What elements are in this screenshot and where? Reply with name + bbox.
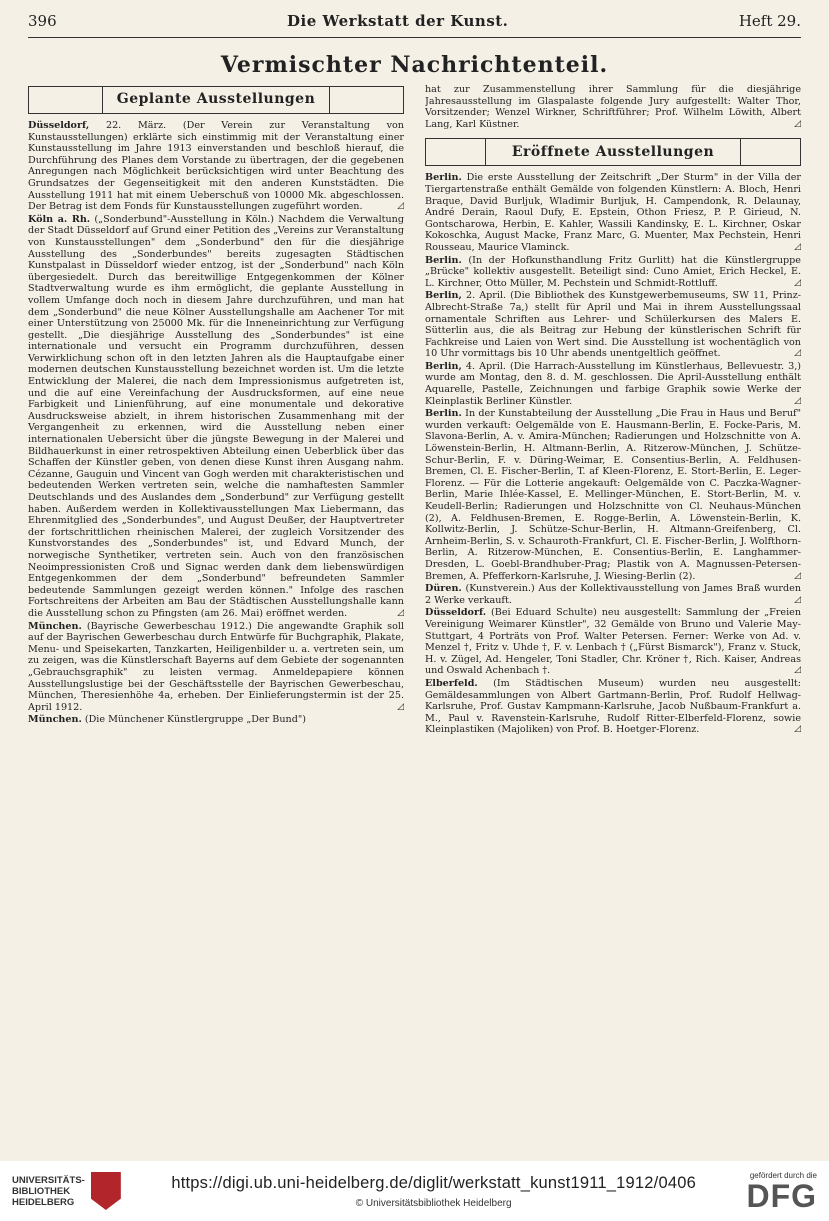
sponsor-logo[interactable] (746, 1171, 817, 1212)
news-entry (425, 290, 801, 360)
entry-text: In der Kunstabteilung der Ausstellung „Die Frau in Haus und Beruf" wurden verkauft: Oelgemälde von E. Hausmann-Berlin, E. Focke-Paris, M. Slavona-Berlin, A. v. Amira-München; Radierungen und Holzschnitte von A. Löwenstein-Berlin, H. Altmann-Berlin, A. Ritzerow-München, J. Schütze-Schur-Berlin, F. v. Düring-Weimar, E. Consentius-Berlin, A. Feldhusen-Bremen, Cl. E. Fischer-Berlin, T. af Kleen-Florenz, E. Stort-Berlin, E. Leger-Florenz. — Für die Lotterie angekauft: Oelgemälde von C. Paczka-Wagner-Berlin, Marie Ihlée-Kassel, E. Mellinger-München, E. Stort-Berlin, M. v. Keudell-Berlin; Radierungen und Holzschnitte von Cl. Neuhaus-München (2), A. Feldhusen-Bremen, E. Rogge-Berlin, A. Löwenstein-Berlin, K. Kollwitz-Berlin, J. Schütze-Schur-Berlin, H. Altmann-Greifenberg, Cl. Arnheim-Berlin, S. v. Schauroth-Frankfurt, Cl. E. Fischer-Berlin, J. Wolfthorn-Berlin, A. Ritzerow-München, E. Consentius-Berlin, E. Langhammer-Dresden, L. Goebl-Brandhuber-Prag; Plastik von A. Magnussen-Petersen-Bremen, A. Pfefferkorn-Karlsruhe, J. Wiesing-Berlin (2). (425, 408, 801, 582)
entry-place: Elberfeld. (425, 677, 478, 689)
continued-text (425, 84, 801, 130)
end-mark-icon: ◿ (794, 594, 801, 605)
entry-place: Berlin, (425, 360, 462, 372)
entry-place: Berlin. (425, 172, 462, 184)
news-entry (425, 607, 801, 677)
entry-place: Berlin, (425, 290, 462, 302)
logo-line-1: UNIVERSITÄTS- (12, 1174, 85, 1186)
right-column (425, 84, 801, 1153)
news-entry (425, 408, 801, 582)
box-title: Eröffnete Ausstellungen (485, 139, 741, 165)
entry-text: 22. März. (Der Verein zur Veranstaltung von Kunstausstellungen) erklärte sich einstimmig mit der Veranstaltung einer Kunstausstellung im Jahre 1913 einverstanden und beschloß hierauf, die Durchführung des Planes dem Vorstande zu übertragen, der die gegebenen Anregungen nach Möglichkeit berücksichtigen wird unter Beachtung des Grundsatzes der Gegenseitigkeit mit den anderen Kunststädten. Die Ausstellung 1911 hat mit einem Ueberschuß von 10000 Mk. abgeschlossen. Der Betrag ist dem Fonds für Kunstausstellungen zugeführt worden. (28, 120, 404, 213)
entry-text: (In der Hofkunsthandlung Fritz Gurlitt) hat die Künstlergruppe „Brücke" kollektiv ausgestellt. Beteiligt sind: Cuno Amiet, Erich Heckel, E. L. Kirchner, Otto Müller, M. Pechstein und Schmidt-Rottluff. (425, 254, 801, 289)
entry-text: (Kunstverein.) Aus der Kollektivausstellung von James Braß wurden 2 Werke verkauft. (425, 583, 801, 606)
end-mark-icon: ◿ (794, 570, 801, 581)
end-mark-icon: ◿ (794, 724, 801, 735)
news-entry (425, 172, 801, 253)
entry-text: (Bei Eduard Schulte) neu ausgestellt: Sammlung der „Freien Vereinigung Weimarer Künstler", 32 Gemälde von Bruno und Valerie May-Stuttgart, 4 Porträts von Prof. Walter Petersen. Ferner: Werke von Ad. v. Menzel †, Fritz v. Uhde †, F. v. Lenbach † („Fürst Bismarck"), Franz v. Stuck, H. v. Zügel, Ad. Hengeler, Toni Stadler, Chr. Kröner †, Rich. Kaiser, Andreas und Oswald Achenbach †. (425, 607, 801, 677)
section-box-opened (425, 138, 801, 166)
entry-text: (Im Städtischen Museum) wurden neu ausgestellt: Gemäldesammlungen von Albert Gartmann-Berlin, Prof. Rudolf Hellwag-Karlsruhe, Prof. Gustav Kampmann-Karlsruhe, Jacob Nußbaum-Frankfurt a. M., Paul v. Ravenstein-Karlsruhe, Rudolf Ritter-Elberfeld-Florenz, sowie Kleinplastiken (Majoliken) von Prof. B. Hoetger-Florenz. (425, 677, 801, 736)
sponsor-label: gefördert durch die (749, 1170, 817, 1180)
left-entries (28, 120, 404, 726)
entry-place: Düsseldorf. (425, 607, 487, 619)
end-mark-icon: ◿ (397, 701, 404, 712)
running-header (28, 12, 801, 38)
end-mark-icon: ◿ (794, 118, 801, 129)
end-mark-icon: ◿ (794, 277, 801, 288)
entry-place: Köln a. Rh. (28, 213, 91, 225)
viewer-footer (0, 1161, 829, 1221)
journal-title: Die Werkstatt der Kunst. (287, 12, 509, 30)
logo-line-2: BIBLIOTHEK (12, 1185, 71, 1197)
news-entry (28, 714, 404, 726)
end-mark-icon: ◿ (794, 241, 801, 252)
left-column (28, 86, 404, 1153)
entry-place: München. (28, 714, 82, 726)
news-entry (425, 678, 801, 736)
news-entry (425, 361, 801, 407)
entry-text: Die erste Ausstellung der Zeitschrift „Der Sturm" in der Villa der Tiergartenstraße enthält Gemälde von folgenden Künstlern: A. Bloch, Henri Braque, David Burljuk, Wladimir Burljuk, H. Campendonk, R. Delaunay, André Derain, Raoul Dufy, E. Epstein, Othon Friesz, P. P. Girieud, N. Gontscharowa, Herbin, E. Kahler, Wassili Kandinsky, E. L. Kirchner, Oskar Kokoschka, August Macke, Franz Marc, G. Muenter, Max Pechstein, Henri Rousseau, Maurice Vlaminck. (425, 172, 801, 253)
copyright-text: © Universitätsbibliothek Heidelberg (355, 1197, 512, 1209)
end-mark-icon: ◿ (794, 348, 801, 359)
seal-icon (91, 1172, 121, 1210)
section-box-planned (28, 86, 404, 114)
issue-number: Heft 29. (738, 12, 801, 30)
end-mark-icon: ◿ (397, 607, 404, 618)
entry-place: Berlin. (425, 254, 462, 266)
entry-place: Düsseldorf, (28, 120, 90, 131)
end-mark-icon: ◿ (397, 201, 404, 212)
entry-text: (Bayrische Gewerbeschau 1912.) Die angewandte Graphik soll auf der Bayrischen Gewerbeschau durch Entwürfe für Buchgraphik, Plakate, Menu- und Speisekarten, Tanzkarten, Heiligenbilder u. a. vertreten sein, um zu zeigen, was die Künstlerschaft Bayerns auf dem Gebiete der sogenannten „Gebrauchsgraphik" zu leisten vermag. Anmeldepapiere können Ausstellungslustige bei der Geschäftsstelle der Bayrischen Gewerbeschau, München, Theresienhöhe 4a, erheben. Der Einlieferungstermin ist der 25. April 1912. (28, 620, 404, 713)
entry-text: 4. April. (Die Harrach-Ausstellung im Künstlerhaus, Bellevuestr. 3,) wurde am Montag, den 8. d. M. geschlossen. Die April-Ausstellung enthält Aquarelle, Pastelle, Zeichnungen und farbige Graphik sowie Werke der Kleinplastik Berliner Künstler. (425, 360, 801, 407)
intro-text: hat zur Zusammenstellung ihrer Sammlung für die diesjährige Jahresausstellung im Glaspalaste folgende Jury aufgestellt: Walter Thor, Vorsitzender; Wenzel Wirkner, Schriftführer; Prof. Wilhelm Löwith, Albert Lang, Karl Küstner. (425, 84, 801, 130)
page-number: 396 (28, 12, 57, 30)
entry-text: („Sonderbund"-Ausstellung in Köln.) Nachdem die Verwaltung der Stadt Düsseldorf auf Grund einer Petition des „Vereins zur Veranstaltung von Kunstausstellungen" dem „Sonderbund" den für die diesjährige Ausstellung des „Sonderbundes" bereits zugesagten Städtischen Kunstpalast in Düsseldorf wieder entzog, ist der „Sonderbund" nach Köln übergesiedelt. Durch das bereitwillige Entgegenkommen der Kölner Stadtverwaltung wurde es ihm ermöglicht, die geplante Ausstellung in vollem Umfange doch noch in diesem Jahre durchzuführen, und man hat dem „Sonderbund" die neue Kölner Ausstellungshalle am Aachener Tor mit einer Unterstützung von 25000 Mk. für die Inneneinrichtung zur Verfügung gestellt. „Die diesjährige Ausstellung des „Sonderbundes" ist eine internationale und versucht ein Programm durchzuführen, dessen Verwirklichung schon oft in den letzten Jahren als die Hauptaufgabe einer modernen deutschen Kunstausstellung bezeichnet worden ist. Um die letzte Entwicklung der Malerei, die nach dem Impressionismus aufgetreten ist, und die auf eine Vereinfachung der Ausdrucksformen, auf eine neue Farbigkeit und Linienführung, auf eine monumentale und dekorative Ausdrucksweise abzielt, in ihrem historischen Zusammenhang mit der Vergangenheit zu erkennen, wird die Ausstellung neben einer internationalen Uebersicht über die jüngste Bewegung in der Malerei und Bildhauerkunst in einer retrospektiven Abteilung einen Ueberblick über das Schaffen der Künstler geben, von denen diese Kunst ihren Ausgang nahm. Cézanne, Gauguin und Vincent van Gogh werden mit charakteristischen und bedeutenden Werken vertreten sein, welche die namhaftesten Sammler Deutschlands und des Auslandes dem „Sonderbund" zur Verfügung gestellt haben. Außerdem werden in Kollektivausstellungen Max Liebermann, das Ehrenmitglied des „Sonderbundes", und August Deußer, der Hauptvertreter der fortschrittlichen rheinischen Malerei, der zugleich Vorsitzender des Kunstvorstandes des „Sonderbundes" ist, und Edvard Munch, der norwegische Synthetiker, vertreten sein. Auch von den französischen Neoimpressionisten Croß und Signac werden dank dem liebenswürdigen Entgegenkommen der dem „Sonderbund" befreundeten Sammler bedeutende Sammlungen gezeigt werden können." Infolge des raschen Fortschreitens der Arbeiten am Bau der Städtischen Ausstellungshalle kann die Ausstellung schon zu Pfingsten (am 26. Mai) eröffnet werden. (28, 213, 404, 619)
dfg-logo-text: DFG (746, 1177, 817, 1214)
news-entry (425, 583, 801, 606)
library-logo[interactable] (12, 1172, 121, 1210)
news-entry (28, 214, 404, 620)
news-entry (28, 120, 404, 213)
end-mark-icon: ◿ (794, 395, 801, 406)
news-entry (425, 255, 801, 290)
right-entries (425, 172, 801, 736)
news-entry (28, 621, 404, 714)
permalink-url[interactable]: https://digi.ub.uni-heidelberg.de/diglit/werkstatt_kunst1911_1912/0406 (171, 1173, 696, 1192)
box-title: Geplante Ausstellungen (102, 87, 331, 113)
citation-block (171, 1174, 696, 1209)
entry-text: 2. April. (Die Bibliothek des Kunstgewerbemuseums, SW 11, Prinz-Albrecht-Straße 7a,) stellt für April und Mai in ihrem Ausstellungssaal ornamentale Schriften aus Lehrer- und Schülerkursen des Malers E. Sütterlin aus, die als Beitrag zur Hebung der künstlerischen Schrift für Fachkreise und Laien von Wert sind. Die Ausstellung ist wochentäglich von 10 Uhr vormittags bis 10 Uhr abends unentgeltlich geöffnet. (425, 290, 801, 360)
entry-place: Düren. (425, 583, 462, 595)
entry-place: München. (28, 620, 82, 632)
entry-place: Berlin. (425, 408, 462, 420)
section-title: Vermischter Nachrichtenteil. (220, 52, 609, 78)
end-mark-icon: ◿ (794, 665, 801, 676)
logo-line-3: HEIDELBERG (12, 1196, 75, 1208)
entry-text: (Die Münchener Künstlergruppe „Der Bund") (81, 714, 307, 726)
